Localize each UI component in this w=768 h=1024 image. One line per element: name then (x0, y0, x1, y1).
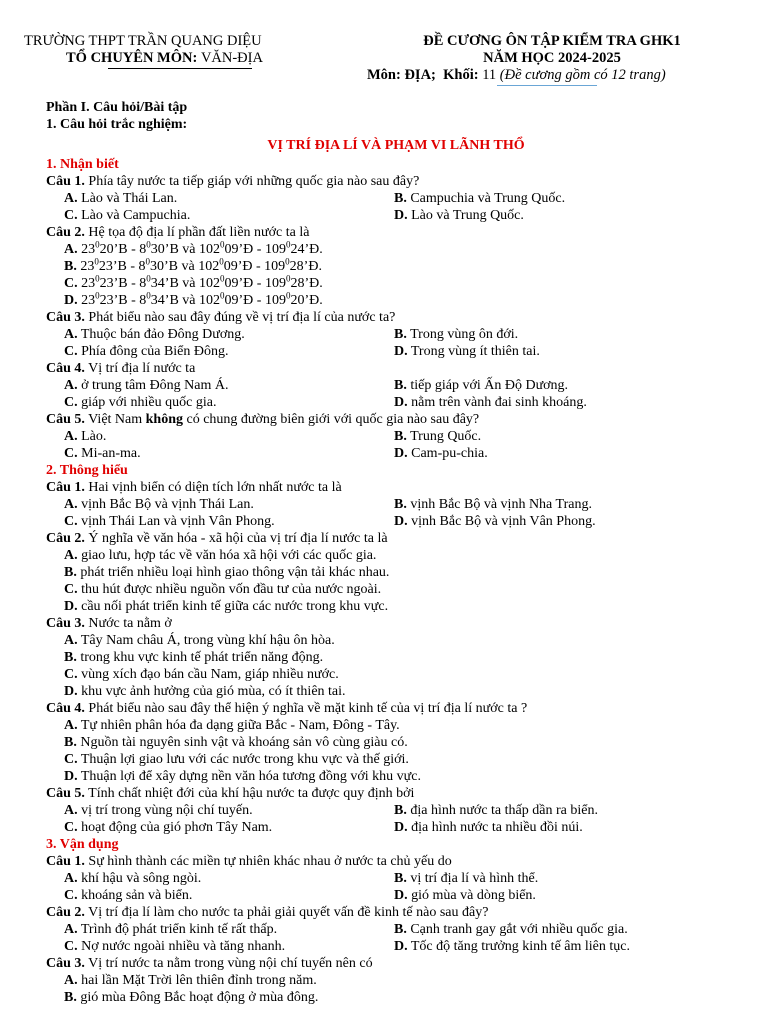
option-row (46, 819, 746, 836)
option-line (46, 292, 746, 309)
degree-sign: 0 (285, 273, 291, 284)
option-row (46, 326, 746, 343)
option-row (46, 394, 746, 411)
pages-note: (Đề cương gồm có 12 trang) (499, 67, 666, 83)
answer-option: D. vịnh Bắc Bộ và vịnh Vân Phong. (394, 514, 596, 529)
option-key: A. (64, 548, 78, 563)
answer-option: C. $23^023’B$ - $8^034’B$ và $102^009’Đ$ - $109^028’Đ$. (64, 273, 323, 291)
degree-sign: 0 (146, 273, 151, 284)
question-label: Câu 3. (46, 616, 85, 631)
option-row (46, 190, 746, 207)
option-key: D. (64, 769, 78, 784)
question-label: Câu 1. (46, 174, 85, 189)
option-cell (394, 190, 746, 207)
answer-option: B. $23^023’B$ - $8^030’B$ và $102^009’Đ$ - $109^028’Đ$. (64, 256, 322, 274)
option-key: C. (64, 820, 78, 835)
option-cell (64, 343, 394, 360)
option-row (46, 870, 746, 887)
answer-option: A. vị trí trong vùng nội chí tuyến. (64, 803, 253, 818)
department (24, 50, 304, 67)
option-line (46, 275, 746, 292)
answer-option: B. phát triển nhiều loại hình giao thông vận tải khác nhau. (64, 565, 390, 580)
answer-option: A. hai lần Mặt Trời lên thiên đỉnh trong năm. (64, 973, 317, 988)
option-key: B. (64, 565, 77, 580)
header-right (352, 33, 752, 86)
question-stem: Câu 4. Phát biểu nào sau đây thể hiện ý nghĩa về mặt kinh tế của vị trí địa lí nước ta ? (46, 701, 528, 716)
answer-option: C. thu hút được nhiều nguồn vốn đầu tư của nước ngoài. (64, 582, 382, 597)
option-key: B. (64, 259, 77, 274)
question-stem: Câu 5. Tính chất nhiệt đới của khí hậu nước ta được quy định bởi (46, 786, 415, 801)
answer-option: B. vị trí địa lí và hình thể. (394, 871, 539, 886)
option-cell (394, 887, 746, 904)
degree-sign: 0 (285, 290, 291, 301)
question-stem: Câu 1. Phía tây nước ta tiếp giáp với những quốc gia nào sau đây? (46, 174, 420, 189)
option-key: C. (64, 276, 78, 291)
question-label: Câu 3. (46, 310, 85, 325)
option-key: D. (64, 599, 78, 614)
option-key: C. (64, 582, 78, 597)
answer-option: A. Tây Nam châu Á, trong vùng khí hậu ôn hòa. (64, 633, 335, 648)
degree-sign: 0 (95, 239, 100, 250)
option-cell (64, 887, 394, 904)
option-cell (64, 428, 394, 445)
option-line (46, 547, 746, 564)
option-cell (394, 326, 746, 343)
answer-option: D. Tốc độ tăng trưởng kinh tế âm liên tục. (394, 939, 630, 954)
option-line (46, 564, 746, 581)
option-cell (394, 377, 746, 394)
option-line (46, 972, 746, 989)
topic-title: VỊ TRÍ ĐỊA LÍ VÀ PHẠM VI LÃNH THỔ (267, 138, 525, 153)
degree-sign: 0 (145, 256, 151, 267)
option-cell (394, 428, 746, 445)
answer-option: A. $23^020’B$ - $8^030’B$ và $102^009’Đ$ - $109^024’Đ$. (64, 239, 323, 257)
option-line (46, 241, 746, 258)
option-cell (64, 496, 394, 513)
option-cell (394, 445, 746, 462)
option-line (46, 598, 746, 615)
answer-option: A. giao lưu, hợp tác về văn hóa xã hội với các quốc gia. (64, 548, 377, 563)
option-key: D. (64, 684, 78, 699)
option-row (46, 445, 746, 462)
answer-option: C. Phía đông của Biển Đông. (64, 344, 229, 359)
subject-label: Môn: ĐỊA; (367, 67, 436, 83)
answer-option: B. gió mùa Đông Bắc hoạt động ở mùa đông. (64, 990, 319, 1005)
school-name: TRƯỜNG THPT TRẦN QUANG DIỆU (24, 33, 262, 49)
answer-option: C. Mi-an-ma. (64, 446, 141, 461)
option-cell (64, 870, 394, 887)
option-key: A. (64, 803, 78, 818)
option-cell (64, 207, 394, 224)
question-stem: Câu 1. Sự hình thành các miền tự nhiên khác nhau ở nước ta chủ yếu do (46, 854, 452, 869)
subject-line (352, 67, 752, 84)
option-key: B. (394, 922, 407, 937)
option-key: D. (394, 344, 408, 359)
option-row (46, 513, 746, 530)
answer-option: A. Lào và Thái Lan. (64, 191, 178, 206)
sections (46, 156, 746, 1006)
answer-option: D. Thuận lợi để xây dựng nền văn hóa tương đồng với khu vực. (64, 769, 421, 784)
question-label: Câu 1. (46, 480, 85, 495)
option-key: A. (64, 378, 78, 393)
option-key: D. (64, 293, 78, 308)
degree-sign: 0 (146, 239, 151, 250)
question-stem: Câu 2. Vị trí địa lí làm cho nước ta phải giải quyết vấn đề kinh tế nào sau đây? (46, 905, 489, 920)
option-cell (64, 190, 394, 207)
option-key: C. (64, 344, 78, 359)
option-line (46, 717, 746, 734)
option-key: B. (64, 990, 77, 1005)
option-line (46, 258, 746, 275)
degree-sign: 0 (95, 290, 100, 301)
answer-option: C. vịnh Thái Lan và vịnh Vân Phong. (64, 514, 275, 529)
grade-value: 11 (482, 67, 497, 83)
question-label: Câu 1. (46, 854, 85, 869)
degree-sign: 0 (219, 256, 224, 267)
option-cell (64, 445, 394, 462)
option-key: D. (394, 446, 408, 461)
option-key: A. (64, 191, 78, 206)
part-heading: Phần I. Câu hỏi/Bài tập (46, 100, 188, 115)
option-cell (64, 394, 394, 411)
answer-option: A. Lào. (64, 429, 107, 444)
option-key: D. (394, 208, 408, 223)
option-cell (64, 819, 394, 836)
option-key: C. (64, 395, 78, 410)
option-key: A. (64, 497, 78, 512)
answer-option: C. Nợ nước ngoài nhiều và tăng nhanh. (64, 939, 286, 954)
option-row (46, 921, 746, 938)
option-cell (394, 870, 746, 887)
option-key: D. (394, 820, 408, 835)
degree-sign: 0 (285, 239, 291, 250)
answer-option: C. Lào và Campuchia. (64, 208, 191, 223)
option-line (46, 649, 746, 666)
answer-option: B. Trung Quốc. (394, 429, 482, 444)
option-cell (394, 513, 746, 530)
section-title: 2. Thông hiểu (46, 463, 128, 478)
answer-option: A. khí hậu và sông ngòi. (64, 871, 202, 886)
answer-option: B. địa hình nước ta thấp dần ra biển. (394, 803, 598, 818)
option-cell (64, 513, 394, 530)
header-left (24, 33, 304, 69)
degree-sign: 0 (94, 256, 99, 267)
answer-option: C. khoáng sản và biển. (64, 888, 193, 903)
answer-option: B. Campuchia và Trung Quốc. (394, 191, 566, 206)
answer-option: D. địa hình nước ta nhiều đồi núi. (394, 820, 583, 835)
question-stem: Câu 3. Nước ta nằm ở (46, 616, 172, 631)
question-label: Câu 4. (46, 361, 85, 376)
option-line (46, 632, 746, 649)
question-label: Câu 2. (46, 531, 85, 546)
option-line (46, 581, 746, 598)
option-key: D. (394, 888, 408, 903)
option-key: C. (64, 208, 78, 223)
question-stem: Câu 5. Việt Nam không có chung đường biên giới với quốc gia nào sau đây? (46, 412, 480, 427)
option-key: A. (64, 973, 78, 988)
option-key: B. (394, 327, 407, 342)
option-key: B. (394, 871, 407, 886)
option-line (46, 989, 746, 1006)
answer-option: C. giáp với nhiều quốc gia. (64, 395, 217, 410)
answer-option: A. Trình độ phát triển kinh tế rất thấp. (64, 922, 278, 937)
option-row (46, 377, 746, 394)
option-key: B. (394, 803, 407, 818)
grade-label: Khối: (443, 67, 479, 83)
answer-option: A. Tự nhiên phân hóa đa dạng giữa Bắc - Nam, Đông - Tây. (64, 718, 400, 733)
option-cell (394, 207, 746, 224)
answer-option: C. Thuận lợi giao lưu với các nước trong khu vực và thế giới. (64, 752, 409, 767)
section-title: 3. Vận dụng (46, 837, 119, 852)
question-label: Câu 5. (46, 412, 85, 427)
option-key: A. (64, 871, 78, 886)
answer-option: D. Trong vùng ít thiên tai. (394, 344, 540, 359)
option-key: A. (64, 327, 78, 342)
option-key: D. (394, 939, 408, 954)
option-line (46, 666, 746, 683)
answer-option: D. nằm trên vành đai sinh khoáng. (394, 395, 587, 410)
option-key: C. (64, 939, 78, 954)
answer-option: B. tiếp giáp với Ấn Độ Dương. (394, 378, 569, 393)
degree-sign: 0 (285, 256, 290, 267)
answer-option: A. vịnh Bắc Bộ và vịnh Thái Lan. (64, 497, 254, 512)
answer-option: D. Cam-pu-chia. (394, 446, 488, 461)
option-key: A. (64, 429, 78, 444)
question-stem: Câu 3. Vị trí nước ta nằm trong vùng nội chí tuyến nên có (46, 956, 373, 971)
option-cell (394, 343, 746, 360)
answer-option: C. vùng xích đạo bán cầu Nam, giáp nhiều nước. (64, 667, 339, 682)
document-body (46, 99, 746, 1006)
degree-sign: 0 (146, 290, 151, 301)
answer-option: B. Cạnh tranh gay gắt với nhiều quốc gia. (394, 922, 628, 937)
question-label: Câu 5. (46, 786, 85, 801)
option-key: B. (64, 735, 77, 750)
option-key: B. (64, 650, 77, 665)
option-line (46, 734, 746, 751)
answer-option: D. khu vực ảnh hưởng của gió mùa, có ít thiên tai. (64, 684, 346, 699)
option-cell (394, 921, 746, 938)
subpart-heading: 1. Câu hỏi trắc nghiệm: (46, 117, 188, 132)
answer-option: B. vịnh Bắc Bộ và vịnh Nha Trang. (394, 497, 592, 512)
option-key: B. (394, 497, 407, 512)
option-key: D. (394, 514, 408, 529)
header-underline (108, 68, 252, 69)
option-cell (394, 496, 746, 513)
question-label: Câu 4. (46, 701, 85, 716)
option-key: B. (394, 378, 407, 393)
option-row (46, 887, 746, 904)
answer-option: A. ở trung tâm Đông Nam Á. (64, 378, 229, 393)
degree-sign: 0 (220, 273, 225, 284)
school-year: NĂM HỌC 2024-2025 (483, 50, 621, 66)
option-row (46, 207, 746, 224)
question-stem: Câu 4. Vị trí địa lí nước ta (46, 361, 196, 376)
option-key: B. (394, 191, 407, 206)
emphasis: không (145, 412, 183, 427)
option-cell (64, 326, 394, 343)
option-cell (394, 394, 746, 411)
answer-option: D. Lào và Trung Quốc. (394, 208, 524, 223)
option-cell (64, 921, 394, 938)
department-name: VĂN-ĐỊA (200, 50, 263, 66)
option-key: D. (394, 395, 408, 410)
option-key: A. (64, 922, 78, 937)
option-cell (64, 938, 394, 955)
option-key: C. (64, 888, 78, 903)
option-key: A. (64, 633, 78, 648)
answer-option: D. $23^023’B$ - $8^034’B$ và $102^009’Đ$ - $109^020’Đ$. (64, 290, 323, 308)
option-key: C. (64, 446, 78, 461)
department-label: TỔ CHUYÊN MÔN: (66, 50, 198, 66)
answer-option: D. gió mùa và dòng biển. (394, 888, 536, 903)
section-title: 1. Nhận biết (46, 157, 119, 172)
answer-option: A. Thuộc bán đảo Đông Dương. (64, 327, 245, 342)
header-blue-underline (497, 85, 597, 86)
degree-sign: 0 (95, 273, 100, 284)
option-key: A. (64, 242, 78, 257)
option-key: B. (394, 429, 407, 444)
option-cell (394, 819, 746, 836)
option-line (46, 751, 746, 768)
option-key: C. (64, 514, 78, 529)
answer-option: C. hoạt động của gió phơn Tây Nam. (64, 820, 273, 835)
option-key: C. (64, 752, 78, 767)
question-stem: Câu 3. Phát biểu nào sau đây đúng về vị trí địa lí của nước ta? (46, 310, 396, 325)
option-key: C. (64, 667, 78, 682)
option-cell (64, 802, 394, 819)
degree-sign: 0 (220, 239, 225, 250)
question-label: Câu 2. (46, 225, 85, 240)
degree-sign: 0 (220, 290, 225, 301)
question-label: Câu 3. (46, 956, 85, 971)
question-stem: Câu 2. Ý nghĩa về văn hóa - xã hội của vị trí địa lí nước ta là (46, 531, 388, 546)
question-stem: Câu 1. Hai vịnh biển có diện tích lớn nhất nước ta là (46, 480, 342, 495)
answer-option: D. cầu nối phát triển kinh tế giữa các nước trong khu vực. (64, 599, 389, 614)
option-row (46, 938, 746, 955)
option-row (46, 428, 746, 445)
option-line (46, 683, 746, 700)
option-cell (64, 377, 394, 394)
option-row (46, 802, 746, 819)
option-cell (394, 938, 746, 955)
answer-option: B. Nguồn tài nguyên sinh vật và khoáng sản vô cùng giàu có. (64, 735, 408, 750)
question-stem: Câu 2. Hệ tọa độ địa lí phần đất liền nước ta là (46, 225, 310, 240)
document-title: ĐỀ CƯƠNG ÔN TẬP KIỂM TRA GHK1 (423, 33, 681, 49)
answer-option: B. Trong vùng ôn đới. (394, 327, 519, 342)
option-cell (394, 802, 746, 819)
option-row (46, 496, 746, 513)
question-label: Câu 2. (46, 905, 85, 920)
option-line (46, 768, 746, 785)
answer-option: B. trong khu vực kinh tế phát triển năng động. (64, 650, 324, 665)
option-row (46, 343, 746, 360)
option-key: A. (64, 718, 78, 733)
